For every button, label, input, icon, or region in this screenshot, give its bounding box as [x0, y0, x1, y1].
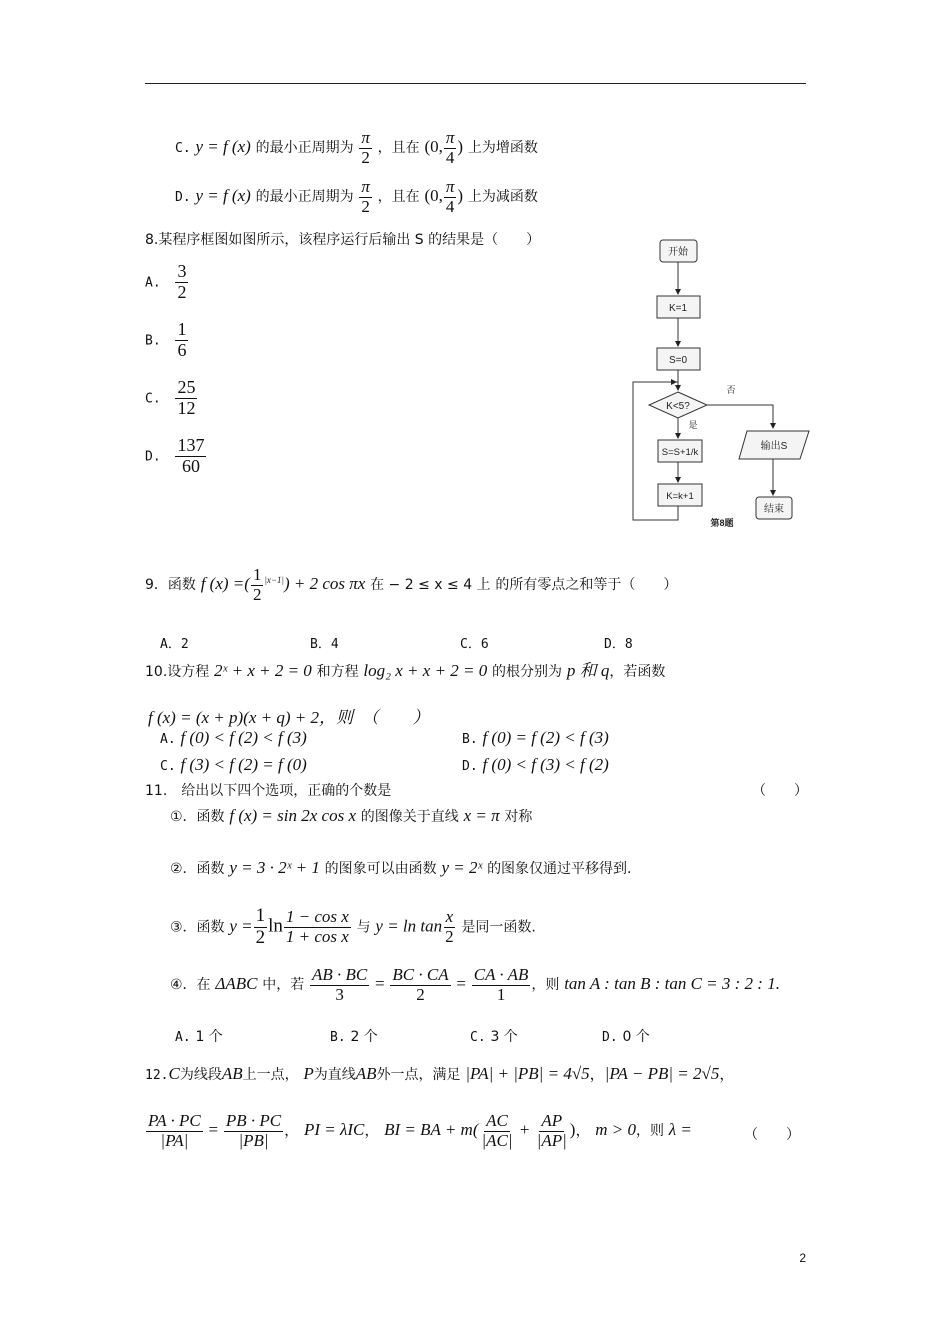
- q11-option-a: [175, 1026, 223, 1046]
- triangle: ΔABC: [215, 974, 258, 994]
- segment-ab: AB: [221, 1064, 243, 1083]
- stem-text: 和方程: [316, 664, 359, 680]
- function-expr-tail: ) + 2 cos πx: [283, 574, 366, 594]
- q9-option-b: B．4: [310, 637, 339, 652]
- interval-fraction: $\frac{\pi}{4}$: [445, 128, 455, 167]
- option-label: D.: [175, 190, 191, 206]
- stem-text: ②．函数: [170, 861, 225, 877]
- option-expr: f (3) < f (2) = f (0): [180, 755, 307, 774]
- q11-option-c: [470, 1026, 518, 1046]
- q8-option-b: [145, 320, 189, 361]
- range-text: 在 − 2 ≤ x ≤ 4 上: [370, 577, 491, 594]
- ln: ln: [268, 915, 283, 937]
- stem-text: 的图像关于直线: [360, 809, 459, 825]
- q11-option-b: [330, 1026, 378, 1046]
- q11-stem: 11. 给出以下四个选项，正确的个数是: [145, 783, 392, 799]
- stem-text: 外一点，满足: [376, 1067, 461, 1083]
- option-label: B.: [145, 333, 161, 349]
- line-ab: AB: [355, 1064, 377, 1083]
- stem-text: ，若函数: [609, 664, 666, 680]
- period-fraction: $\frac{\pi}{2}$: [361, 128, 370, 167]
- q12-bracket: （ ）: [744, 1127, 800, 1143]
- stem-text: ，则: [531, 977, 560, 994]
- yes-label: 是: [688, 420, 698, 430]
- option-value: 0 个: [622, 1029, 650, 1045]
- stem-text: 的最小正周期为: [255, 140, 354, 157]
- stem-text: 的所有零点之和等于（ ）: [495, 577, 678, 594]
- tan-fraction: $\frac{x}{2}$: [445, 907, 454, 946]
- interval-close: ): [457, 186, 464, 206]
- q11-item-2: [170, 858, 632, 878]
- bi-expr: BI = BA + m(: [384, 1120, 479, 1140]
- q11-option-d: [602, 1026, 650, 1046]
- m-condition: m > 0: [595, 1120, 636, 1140]
- q11-item-1: [170, 806, 532, 826]
- log-fraction: $\frac{\text{1 − cos x}}{\text{1 + cos x}}$: [285, 907, 349, 946]
- option-expr: f (0) < f (3) < f (2): [482, 755, 609, 774]
- stem-text: 中，若: [262, 977, 305, 994]
- equation-1: 2ˣ + x + 2 = 0: [214, 661, 312, 680]
- option-expr: f (0) < f (2) < f (3): [180, 728, 307, 747]
- option-label: C.: [175, 141, 191, 157]
- function-expr: y = f (x): [195, 137, 251, 157]
- stem-text: 9．函数: [145, 577, 196, 594]
- option-label: D.: [145, 449, 161, 465]
- no-label: 否: [726, 385, 736, 395]
- option-label: D.: [462, 759, 478, 774]
- page-number: 2: [799, 1251, 806, 1265]
- option-label: A.: [160, 732, 176, 747]
- result-expr: tan A : tan B : tan C = 3 : 2 : 1.: [564, 974, 780, 994]
- stem-text: 上为增函数: [467, 140, 538, 157]
- stem-text: 的图象可以由函数: [324, 861, 437, 877]
- option-value: 3 个: [490, 1029, 518, 1045]
- interval-open: (0,: [424, 186, 443, 206]
- stem-text: ④．在: [170, 977, 211, 994]
- ratio-fraction-1: $\frac{AB \cdot BC}{3}$: [312, 965, 368, 1004]
- update-k-label: K=k+1: [666, 491, 694, 502]
- stem-text: 是同一函数.: [461, 919, 536, 936]
- pi-expr: PI = λIC: [303, 1120, 365, 1140]
- stem-text: 为线段: [179, 1067, 222, 1083]
- unit-vector-ap: $\frac{AP}{|AP|}$: [536, 1111, 567, 1150]
- q8-option-c: [145, 378, 198, 419]
- end-label: 结束: [764, 504, 784, 515]
- roots-text: p 和 q: [566, 661, 610, 680]
- stem-text: 的图象仅通过平移得到.: [487, 861, 632, 877]
- option-label: C.: [470, 1030, 486, 1045]
- question-number: 12.: [145, 1068, 169, 1083]
- point-p: P: [303, 1064, 314, 1083]
- flowchart: [625, 232, 820, 532]
- interval-close: ): [457, 137, 464, 157]
- q10-option-d: [462, 755, 609, 775]
- equation-2: log₂ x + x + 2 = 0: [363, 661, 488, 680]
- point-c: C: [168, 1064, 180, 1083]
- q7-option-c: [175, 129, 538, 167]
- coef-fraction: $\frac{1}{2}$: [255, 905, 266, 948]
- function-expr: y = f (x): [195, 186, 251, 206]
- condition-label: K<5?: [666, 401, 690, 412]
- q9-stem: [145, 566, 677, 604]
- projection-fraction-2: $\frac{PB \cdot PC}{|PB|}$: [225, 1111, 282, 1150]
- option-fraction: $\frac{3}{2}$: [177, 261, 187, 302]
- option-fraction: $\frac{25}{12}$: [177, 377, 196, 418]
- exponent: |x−1|: [264, 575, 284, 586]
- output-label: 输出S: [760, 441, 788, 452]
- q10-option-a: [160, 728, 307, 748]
- option-fraction: $\frac{137}{60}$: [177, 435, 205, 476]
- ratio-fraction-2: $\frac{BC \cdot CA}{2}$: [392, 965, 449, 1004]
- option-label: B.: [462, 732, 478, 747]
- function-expr: f (x) = sin 2x cos x: [229, 806, 356, 825]
- q9-option-a: A．2: [160, 637, 189, 652]
- stem-text: ，且在: [377, 140, 420, 157]
- stem-text: 上一点，: [242, 1067, 299, 1083]
- option-value: 2 个: [350, 1029, 378, 1045]
- update-s-label: S=S+1/k: [661, 447, 699, 458]
- q10-line2: f (x) = (x + p)(x + q) + 2，则 （ ）: [148, 708, 430, 727]
- stem-text: ，且在: [377, 189, 420, 206]
- interval-fraction: $\frac{\pi}{4}$: [445, 177, 455, 216]
- figure-caption: 第8题: [710, 518, 734, 528]
- s-init-label: S=0: [668, 355, 688, 366]
- option-label: C.: [160, 759, 176, 774]
- line-expr: x = π: [463, 806, 500, 825]
- function-expr: f (x) =(: [200, 574, 250, 594]
- option-label: C.: [145, 391, 161, 407]
- q7-option-d: [175, 178, 538, 216]
- q11-bracket: （ ）: [752, 783, 808, 799]
- y-equals: y =: [229, 916, 253, 936]
- stem-text: 为直线: [313, 1067, 356, 1083]
- stem-text: 与: [356, 919, 371, 936]
- function-expr: y = 2ˣ: [441, 858, 483, 877]
- option-label: D.: [602, 1030, 618, 1045]
- q11-item-4: ④．在 ΔABC 中，若 $\frac{AB \cdot BC}{3}$ = $\frac{BC \cdot CA}{2}$ = $\frac{CA \cdot AB}{1}$ ，则 tan A : tan B : tan C = 3 : 2 : 1.: [170, 965, 780, 1004]
- stem-text: 10.设方程: [145, 664, 210, 680]
- function-expr: y = 3 · 2ˣ + 1: [229, 858, 320, 877]
- q12-stem: 12.C为线段AB上一点， P为直线AB外一点，满足 |PA| + |PB| = 4√5，|PA − PB| = 2√5，: [145, 1064, 735, 1083]
- ratio-fraction-3: $\frac{CA \cdot AB}{1}$: [473, 965, 529, 1004]
- period-fraction: $\frac{\pi}{2}$: [361, 177, 370, 216]
- option-value: 1 个: [195, 1029, 223, 1045]
- header-rule: [145, 83, 806, 84]
- stem-text: ①．函数: [170, 809, 225, 825]
- interval-open: (0,: [424, 137, 443, 157]
- half-fraction: $\frac{1}{2}$: [252, 565, 262, 604]
- option-label: B.: [330, 1030, 346, 1045]
- lambda-expr: λ =: [668, 1120, 692, 1140]
- stem-text: ，则: [636, 1123, 664, 1140]
- condition-1: |PA| + |PB| = 4√5: [465, 1064, 590, 1083]
- y-expr: y = ln tan: [375, 916, 443, 936]
- stem-text: 上为减函数: [467, 189, 538, 206]
- option-label: A.: [145, 275, 161, 291]
- q10-option-b: [462, 728, 609, 748]
- projection-fraction-1: $\frac{PA \cdot PC}{|PA|}$: [148, 1111, 201, 1150]
- stem-text: 的根分别为: [492, 664, 563, 680]
- q10-stem: [145, 656, 665, 681]
- q10-option-c: [160, 755, 307, 775]
- stem-text: ③．函数: [170, 919, 225, 936]
- q9-option-c: C．6: [460, 637, 489, 652]
- k-init-label: K=1: [668, 303, 688, 314]
- option-fraction: $\frac{1}{6}$: [177, 319, 187, 360]
- option-label: A.: [175, 1030, 191, 1045]
- condition-2: |PA − PB| = 2√5: [604, 1064, 720, 1083]
- q12-line2: $\frac{PA \cdot PC}{|PA|}$ = $\frac{PB \cdot PC}{|PB|}$ ， PI = λIC， BI = BA + m( $\frac{AC}{|AC|}$ + $\frac{AP}{|AP|}$ )， m > 0，则 λ =: [148, 1111, 692, 1150]
- q11-item-3: [170, 906, 536, 949]
- stem-text: 的最小正周期为: [255, 189, 354, 206]
- q8-stem: 8.某程序框图如图所示，该程序运行后输出 S 的结果是（ ）: [145, 232, 541, 248]
- q9-option-d: D．8: [604, 637, 633, 652]
- start-label: 开始: [668, 247, 688, 258]
- q8-option-d: [145, 436, 207, 477]
- stem-text: 对称: [504, 809, 533, 825]
- unit-vector-ac: $\frac{AC}{|AC|}$: [481, 1111, 513, 1150]
- option-expr: f (0) = f (2) < f (3): [482, 728, 609, 747]
- q8-option-a: [145, 262, 189, 303]
